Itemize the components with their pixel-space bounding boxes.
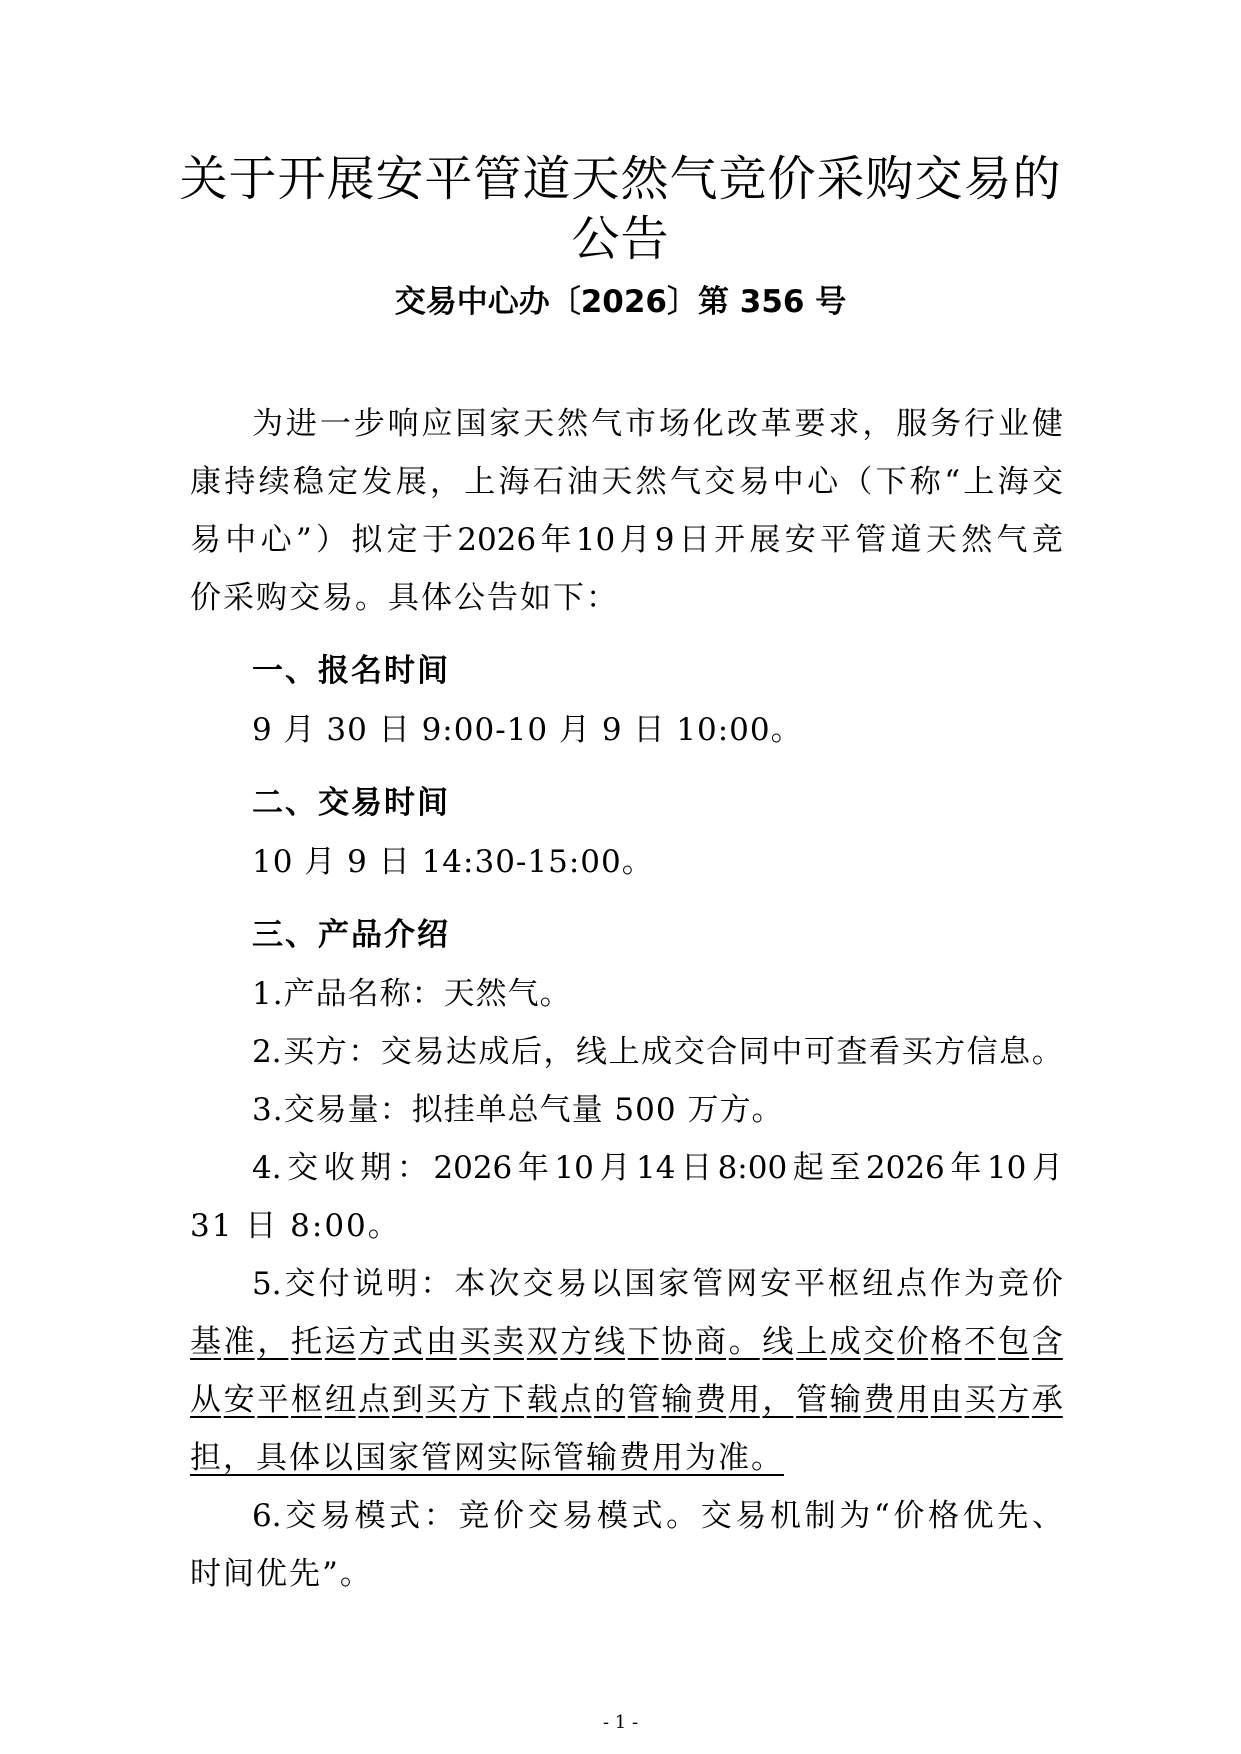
document-title-line-1: 关于开展安平管道天然气竞价采购交易的	[179, 151, 1062, 207]
section-heading-product-introduction: 三、产品介绍	[252, 917, 450, 953]
product-item-4-line-1: 4. 交 收 期 ： 2026 年 10 月 14 日 8:00 起 至 2026 年 10 月	[252, 1150, 1063, 1186]
product-item-5-line-4	[190, 1429, 1063, 1487]
delivery-note-underlined-3: 从 安 平 枢 纽 点 到 买 方 下 载 点 的 管 输 费 用 ， 管 输 费 用 由 买 方 承	[190, 1382, 1063, 1418]
section-heading-registration-time: 一、报名时间	[252, 653, 450, 689]
intro-line-1: 为 进 一 步 响 应 国 家 天 然 气 市 场 化 改 革 要 求 ， 服 务 行 业 健	[252, 406, 1063, 442]
document-body	[190, 395, 1063, 1603]
document-title-line-2: 公告	[571, 211, 670, 267]
document-number: 交易中心办〔2026〕第 356 号	[394, 284, 847, 320]
product-item-6-line-1: 6. 交 易 模 式 ： 竞 价 交 易 模 式 。 交 易 机 制 为 “ 价 格 优 先 、	[252, 1498, 1063, 1534]
delivery-note-underlined-2: 基 准 ， 托 运 方 式 由 买 卖 双 方 线 下 协 商 。 线 上 成 交 价 格 不 包 含	[190, 1324, 1063, 1360]
intro-line-2: 康 持 续 稳 定 发 展 ， 上 海 石 油 天 然 气 交 易 中 心 （ 下 称 “ 上 海 交	[190, 464, 1063, 500]
page-number: - 1 -	[602, 1712, 639, 1733]
registration-time-text: 9 月 30 日 9:00-10 月 9 日 10:00。	[252, 712, 803, 748]
trading-time-text: 10 月 9 日 14:30-15:00。	[252, 844, 654, 880]
intro-line-3: 易 中 心 ” ） 拟 定 于 2026 年 10 月 9 日 开 展 安 平 管 道 天 然 气 竞	[190, 522, 1063, 558]
section-heading-trading-time: 二、交易时间	[252, 785, 450, 821]
product-item-4-line-2: 31 日 8:00。	[190, 1208, 401, 1244]
intro-line-4: 价采购交易。具体公告如下：	[190, 580, 619, 616]
delivery-note-underlined-4: 担，具体以国家管网实际管输费用为准。	[190, 1440, 784, 1476]
product-item-6-line-2: 时间优先”。	[190, 1556, 373, 1592]
product-item-3: 3.交易量：拟挂单总气量 500 万方。	[252, 1092, 784, 1128]
product-item-1: 1.产品名称：天然气。	[252, 976, 572, 1012]
product-item-5-line-1: 5. 交 付 说 明 ： 本 次 交 易 以 国 家 管 网 安 平 枢 纽 点 作 为 竞 价	[252, 1266, 1063, 1302]
product-item-2: 2. 买 方 ： 交 易 达 成 后 ， 线 上 成 交 合 同 中 可 查 看 买 方 信 息 。	[252, 1034, 1063, 1070]
